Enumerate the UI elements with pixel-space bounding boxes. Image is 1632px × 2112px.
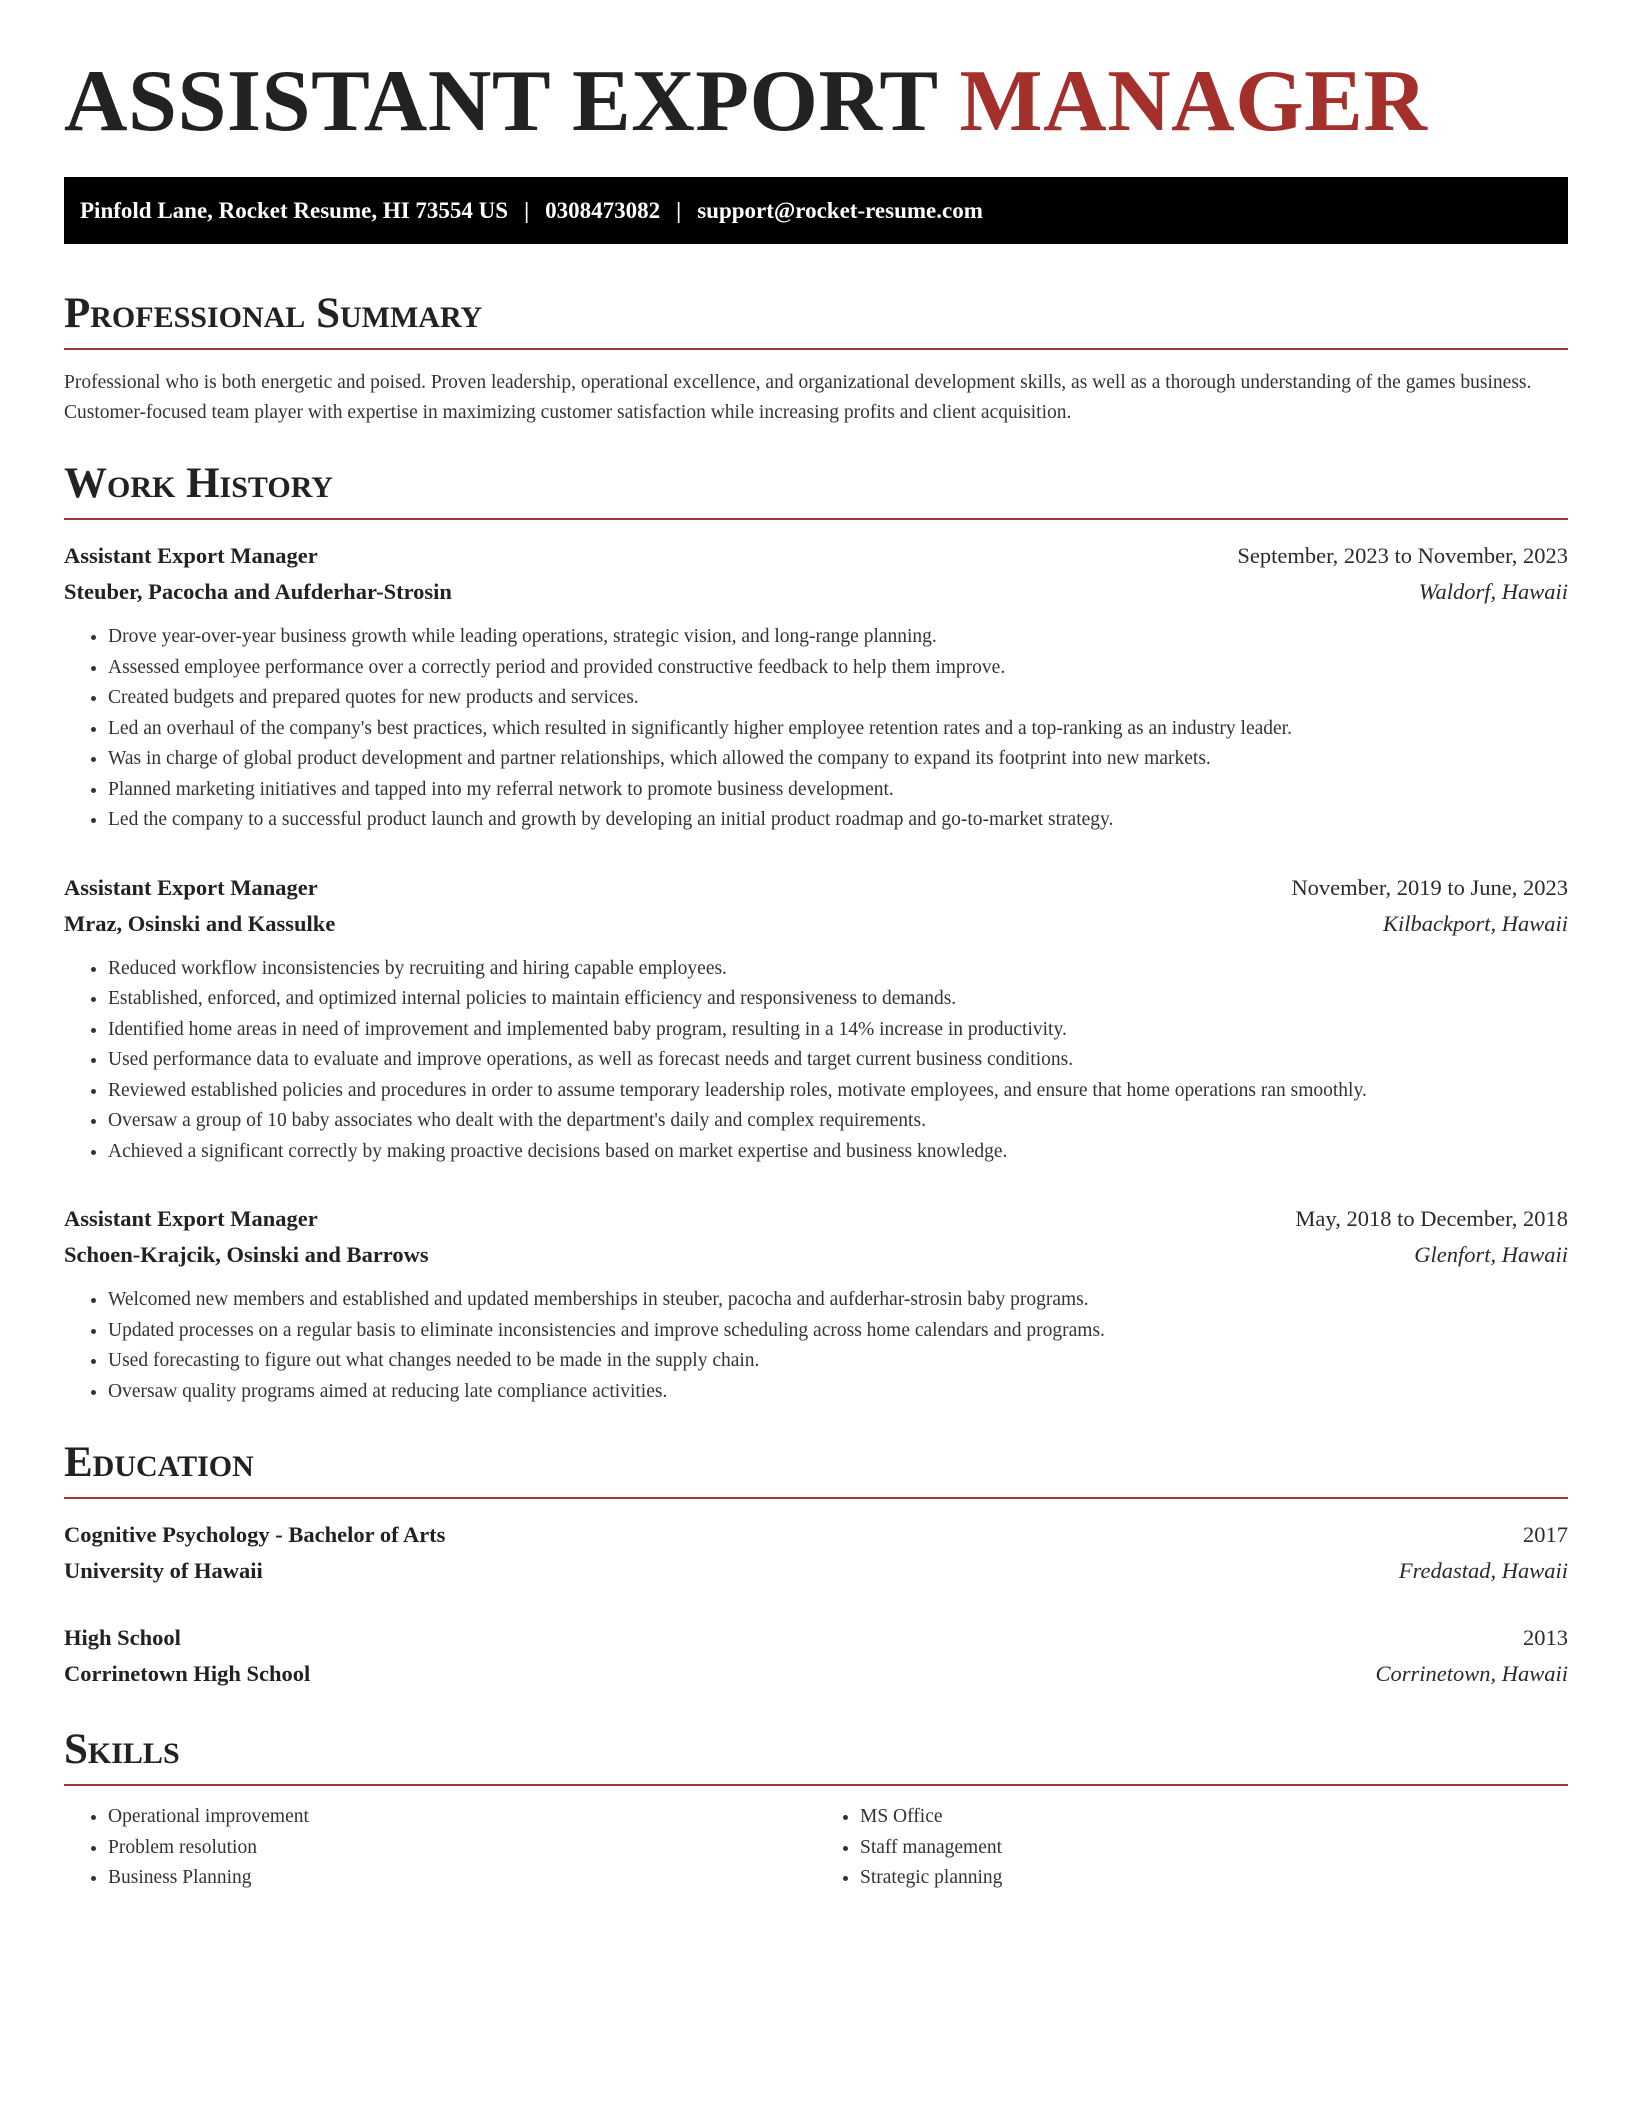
summary-text: Professional who is both energetic and poised. Proven leadership, operational excellence, and organizational development skills, as well as a thorough understanding of the games business. Customer-focused team player with expertise in maximizing customer satisfaction while increasing profits and client acquisition. bbox=[64, 372, 1532, 423]
contact-email[interactable]: support@rocket-resume.com bbox=[697, 197, 983, 223]
skills-list-left bbox=[64, 1802, 816, 1894]
job-header-row bbox=[64, 1201, 1568, 1237]
job-bullets bbox=[64, 1285, 1568, 1407]
job-entry bbox=[64, 870, 1568, 1168]
job-company: Steuber, Pacocha and Aufderhar-Strosin bbox=[64, 579, 452, 604]
contact-bar bbox=[64, 177, 1568, 244]
title-main: ASSISTANT EXPORT bbox=[64, 53, 938, 150]
list-item: • Used forecasting to figure out what changes needed to be made in the supply chain. bbox=[108, 1346, 1568, 1377]
title-accent: MANAGER bbox=[959, 53, 1428, 150]
skill-item: • Operational improvement bbox=[108, 1802, 816, 1833]
contact-address: Pinfold Lane, Rocket Resume, HI 73554 US bbox=[80, 197, 509, 223]
education-degree-row bbox=[64, 1620, 1568, 1656]
list-item: • Established, enforced, and optimized internal policies to maintain efficiency and responsiveness to demands. bbox=[108, 984, 1568, 1015]
job-dates: November, 2019 to June, 2023 bbox=[1291, 874, 1568, 900]
job-bullets bbox=[64, 954, 1568, 1168]
job-title: Assistant Export Manager bbox=[64, 874, 318, 900]
list-item: • Oversaw quality programs aimed at reducing late compliance activities. bbox=[108, 1377, 1568, 1408]
resume-title bbox=[64, 52, 1568, 152]
job-dates: May, 2018 to December, 2018 bbox=[1295, 1206, 1568, 1231]
job-company-row bbox=[64, 574, 1568, 610]
education-degree: Cognitive Psychology - Bachelor of Arts bbox=[64, 1522, 446, 1547]
list-item: • Created budgets and prepared quotes for new products and services. bbox=[108, 683, 1568, 714]
skill-item: • MS Office bbox=[860, 1802, 1568, 1833]
list-item: • Updated processes on a regular basis to eliminate inconsistencies and improve scheduling across home calendars and programs. bbox=[108, 1316, 1568, 1347]
skill-item: • Problem resolution bbox=[108, 1833, 816, 1864]
contact-phone: 0308473082 bbox=[545, 197, 661, 223]
summary-heading: Professional Summary bbox=[64, 286, 1568, 350]
list-item: • Reduced workflow inconsistencies by recruiting and hiring capable employees. bbox=[108, 954, 1568, 985]
job-entry bbox=[64, 538, 1568, 836]
education-school: Corrinetown High School bbox=[64, 1661, 311, 1686]
list-item: • Drove year-over-year business growth while leading operations, strategic vision, and long-range planning. bbox=[108, 622, 1568, 653]
education-year: 2013 bbox=[1523, 1625, 1568, 1650]
list-item: • Assessed employee performance over a correctly period and provided constructive feedback to help them improve. bbox=[108, 653, 1568, 684]
work-history-heading: Work History bbox=[64, 456, 1568, 520]
job-company: Schoen-Krajcik, Osinski and Barrows bbox=[64, 1242, 429, 1267]
education-school-row bbox=[64, 1553, 1568, 1589]
job-company-row bbox=[64, 1237, 1568, 1273]
education-school: University of Hawaii bbox=[64, 1558, 263, 1583]
job-header-row bbox=[64, 538, 1568, 574]
contact-separator: | bbox=[524, 197, 530, 223]
skills-list-right bbox=[816, 1802, 1568, 1894]
list-item: • Led the company to a successful product launch and growth by developing an initial product roadmap and go-to-market strategy. bbox=[108, 805, 1568, 836]
skills-heading: Skills bbox=[64, 1722, 1568, 1786]
list-item: • Planned marketing initiatives and tapped into my referral network to promote business development. bbox=[108, 775, 1568, 806]
list-item: • Used performance data to evaluate and improve operations, as well as forecast needs and target current business conditions. bbox=[108, 1045, 1568, 1076]
list-item: • Was in charge of global product development and partner relationships, which allowed the company to expand its footprint into new markets. bbox=[108, 744, 1568, 775]
education-heading: Education bbox=[64, 1435, 1568, 1499]
list-item: • Oversaw a group of 10 baby associates who dealt with the department's daily and complex requirements. bbox=[108, 1106, 1568, 1137]
list-item: • Achieved a significant correctly by making proactive decisions based on market expertise and business knowledge. bbox=[108, 1137, 1568, 1168]
list-item: • Identified home areas in need of improvement and implemented baby program, resulting in a 14% increase in productivity. bbox=[108, 1015, 1568, 1046]
skills-grid bbox=[64, 1802, 1568, 1894]
education-entry bbox=[64, 1517, 1568, 1589]
skills-section bbox=[64, 1722, 1568, 1894]
education-school-row bbox=[64, 1656, 1568, 1692]
work-history-section bbox=[64, 456, 1568, 1407]
skill-item: • Business Planning bbox=[108, 1863, 816, 1894]
list-item: • Welcomed new members and established and updated memberships in steuber, pacocha and aufderhar-strosin baby programs. bbox=[108, 1285, 1568, 1316]
job-header-row bbox=[64, 870, 1568, 906]
education-section bbox=[64, 1435, 1568, 1692]
job-entry bbox=[64, 1201, 1568, 1407]
job-title: Assistant Export Manager bbox=[64, 1206, 318, 1231]
list-item: • Led an overhaul of the company's best practices, which resulted in significantly higher employee retention rates and a top-ranking as an industry leader. bbox=[108, 714, 1568, 745]
education-location: Corrinetown, Hawaii bbox=[1375, 1661, 1568, 1686]
summary-section bbox=[64, 286, 1568, 428]
education-year: 2017 bbox=[1523, 1522, 1568, 1547]
skill-item: • Strategic planning bbox=[860, 1863, 1568, 1894]
education-location: Fredastad, Hawaii bbox=[1398, 1558, 1568, 1583]
job-location: Glenfort, Hawaii bbox=[1414, 1242, 1568, 1267]
job-company-row bbox=[64, 906, 1568, 942]
job-bullets bbox=[64, 622, 1568, 836]
job-location: Kilbackport, Hawaii bbox=[1383, 910, 1568, 936]
job-dates: September, 2023 to November, 2023 bbox=[1237, 543, 1568, 568]
education-degree-row bbox=[64, 1517, 1568, 1553]
education-degree: High School bbox=[64, 1625, 181, 1650]
job-company: Mraz, Osinski and Kassulke bbox=[64, 910, 336, 936]
skill-item: • Staff management bbox=[860, 1833, 1568, 1864]
job-location: Waldorf, Hawaii bbox=[1418, 579, 1568, 604]
contact-separator: | bbox=[676, 197, 682, 223]
education-entry bbox=[64, 1620, 1568, 1692]
job-title: Assistant Export Manager bbox=[64, 543, 318, 568]
list-item: • Reviewed established policies and procedures in order to assume temporary leadership roles, motivate employees, and ensure that home operations ran smoothly. bbox=[108, 1076, 1568, 1107]
